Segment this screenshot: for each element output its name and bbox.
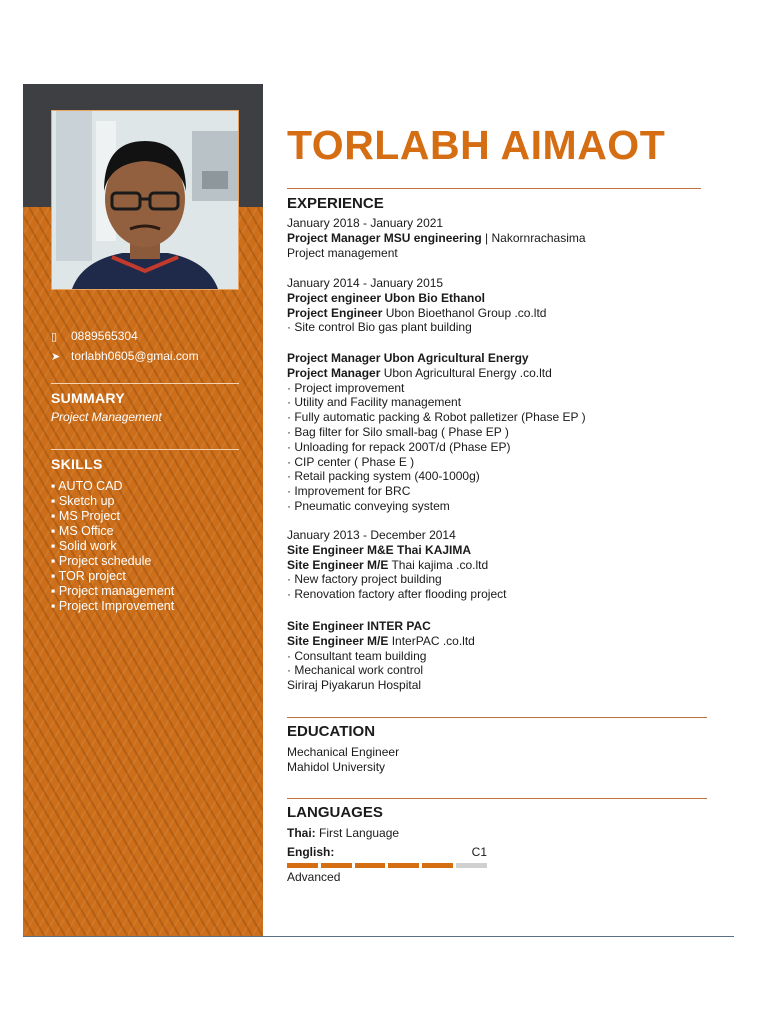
language-level: First Language: [315, 826, 400, 840]
job-detail: · Improvement for BRC: [287, 484, 411, 499]
job-entry: [287, 619, 475, 693]
job-company: InterPAC .co.ltd: [388, 633, 475, 648]
skill-item: ▪ Project Improvement: [51, 599, 175, 613]
phone-row: [51, 326, 199, 346]
experience-heading: EXPERIENCE: [287, 195, 384, 212]
job-dates: January 2013 - December 2014: [287, 528, 456, 542]
proficiency-segment: [456, 863, 487, 868]
education-divider: [287, 717, 707, 718]
job-detail: · Renovation factory after flooding project: [287, 587, 507, 602]
job-title-line: [287, 231, 586, 246]
summary-divider: [51, 383, 239, 384]
degree: Mechanical Engineer: [287, 745, 400, 759]
job-entry: [287, 351, 586, 514]
language-level: Advanced: [287, 869, 341, 884]
languages-heading: LANGUAGES: [287, 804, 383, 821]
summary-text: Project Management: [51, 410, 162, 424]
job-role: Project Manager: [287, 365, 381, 380]
job-entry: [287, 276, 546, 335]
job-entry: [287, 216, 586, 260]
languages-list: [287, 826, 487, 884]
phone-icon: ▯: [51, 330, 58, 343]
job-company: Ubon Bioethanol Group .co.ltd: [382, 305, 547, 320]
skill-item: ▪ Sketch up: [51, 494, 115, 508]
job-detail: · Utility and Facility management: [287, 395, 462, 410]
job-location: | Nakornrachasima: [481, 230, 586, 245]
proficiency-segment: [321, 863, 352, 868]
job-detail: · Mechanical work control: [287, 663, 424, 678]
skills-heading: SKILLS: [51, 456, 103, 472]
skill-item: ▪ Project management: [51, 584, 175, 598]
email-address[interactable]: torlabh0605@gmai.com: [71, 349, 199, 363]
job-detail: · New factory project building: [287, 572, 442, 587]
proficiency-segment: [287, 863, 318, 868]
job-company: Thai kajima .co.ltd: [388, 557, 489, 572]
job-dates: January 2018 - January 2021: [287, 216, 444, 230]
job-title: Project engineer Ubon Bio Ethanol: [287, 290, 486, 305]
job-detail: · CIP center ( Phase E ): [287, 454, 415, 469]
job-detail: Project management: [287, 245, 398, 260]
skills-list: [51, 479, 239, 614]
job-entry: [287, 528, 506, 602]
job-role-line: [287, 366, 586, 381]
person-portrait: [52, 111, 238, 289]
page-bottom-rule: [23, 936, 734, 937]
skill-item: ▪ MS Office: [51, 524, 114, 538]
proficiency-segment: [388, 863, 419, 868]
job-role: Project Engineer: [287, 305, 383, 320]
job-detail: · Pneumatic conveying system: [287, 498, 450, 513]
contact-info: [51, 326, 199, 366]
phone-number[interactable]: 0889565304: [71, 329, 138, 343]
job-title: Project Manager MSU engineering: [287, 230, 482, 245]
job-role-line: [287, 306, 546, 321]
skills-divider: [51, 449, 239, 450]
skill-item: ▪ TOR project: [51, 569, 126, 583]
education-heading: EDUCATION: [287, 723, 376, 740]
language-name: Thai:: [287, 826, 316, 840]
email-row: [51, 346, 199, 366]
school: Mahidol University: [287, 759, 386, 774]
experience-divider: [287, 188, 701, 189]
job-dates: January 2014 - January 2015: [287, 276, 444, 290]
job-detail: · Unloading for repack 200T/d (Phase EP): [287, 439, 511, 454]
summary-section: [51, 383, 239, 424]
job-company: Ubon Agricultural Energy .co.ltd: [380, 365, 552, 380]
job-detail: Siriraj Piyakarun Hospital: [287, 678, 422, 693]
profile-photo: [51, 110, 239, 290]
job-detail: · Project improvement: [287, 380, 405, 395]
job-detail: · Retail packing system (400-1000g): [287, 469, 480, 484]
job-detail: · Fully automatic packing & Robot palletizer (Phase EP ): [287, 410, 586, 425]
skill-item: ▪ AUTO CAD: [51, 479, 123, 493]
language-code: C1: [471, 844, 487, 859]
job-title: Site Engineer M&E Thai KAJIMA: [287, 542, 472, 557]
job-title: Site Engineer INTER PAC: [287, 619, 431, 633]
education-entry: [287, 745, 399, 775]
proficiency-segment: [355, 863, 386, 868]
job-role-line: [287, 558, 506, 573]
skill-item: ▪ Solid work: [51, 539, 117, 553]
job-detail: · Bag filter for Silo small-bag ( Phase EP ): [287, 424, 509, 439]
english-proficiency-bar: [287, 863, 487, 868]
skills-section: [51, 449, 239, 614]
skill-item: ▪ MS Project: [51, 509, 121, 523]
sidebar: [23, 84, 263, 937]
job-role: Site Engineer M/E: [287, 557, 389, 572]
job-title: Project Manager Ubon Agricultural Energy: [287, 351, 529, 365]
summary-heading: SUMMARY: [51, 390, 125, 406]
proficiency-segment: [422, 863, 453, 868]
languages-divider: [287, 798, 707, 799]
language-name: English:: [287, 844, 335, 859]
send-icon: ➤: [51, 350, 61, 363]
job-role-line: [287, 634, 475, 649]
job-role: Site Engineer M/E: [287, 633, 389, 648]
skill-item: ▪ Project schedule: [51, 554, 152, 568]
job-detail: · Consultant team building: [287, 648, 427, 663]
language-english: [287, 845, 487, 860]
candidate-name: TORLABH AIMAOT: [287, 122, 666, 168]
job-detail: · Site control Bio gas plant building: [287, 320, 472, 335]
language-thai: [287, 826, 487, 841]
